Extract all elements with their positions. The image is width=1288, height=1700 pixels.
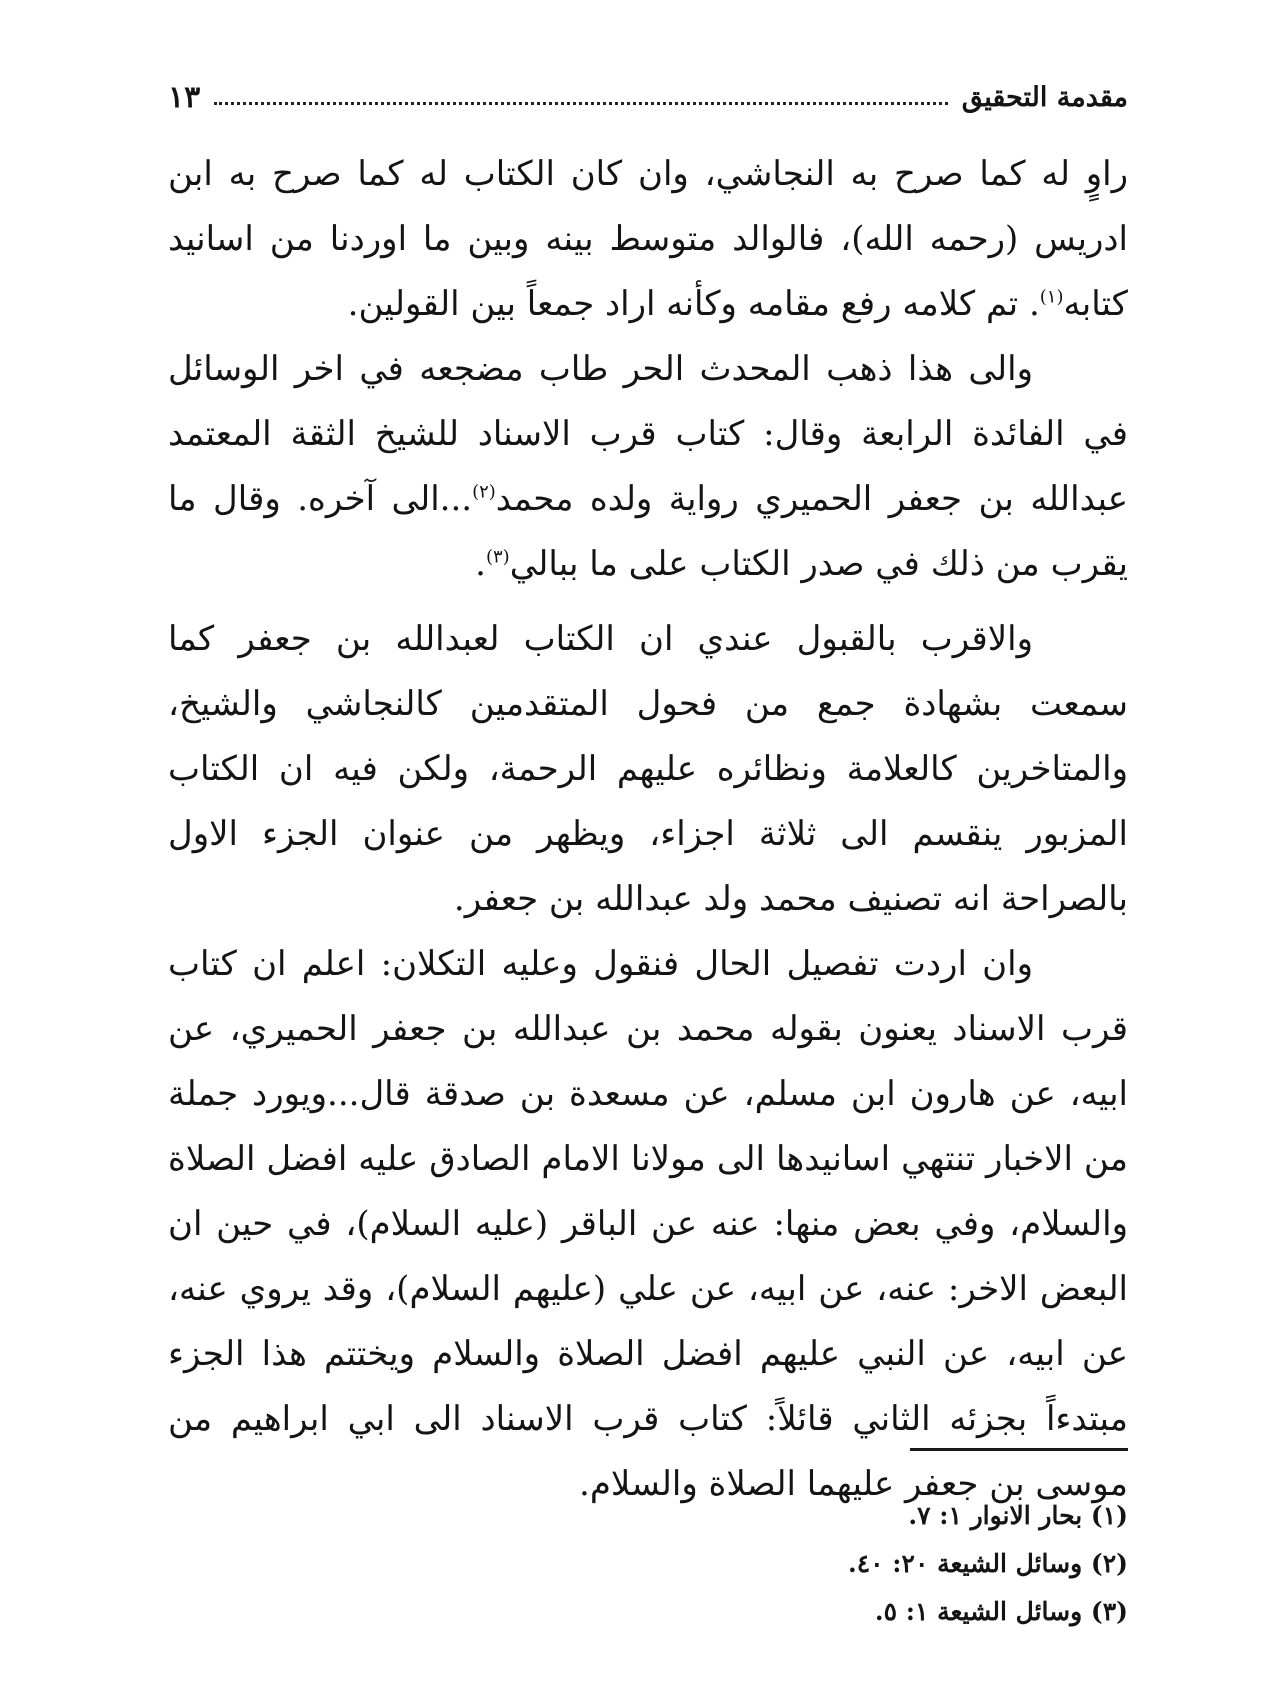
- footnotes: [600, 1492, 1128, 1636]
- page-number: ١٣: [168, 79, 201, 115]
- footnote-2: (٢) وسائل الشيعة ٢٠: ٤٠.: [848, 1549, 1128, 1578]
- paragraph-text: راوٍ له كما صرح به النجاشي، وان كان الكتاب له كما صرح به ابن ادريس (رحمه الله)، فالوالد متوسط بينه وبين ما اوردنا من اسانيد كتابه: [168, 154, 1128, 324]
- paragraph-2: [168, 337, 1128, 597]
- paragraph-text: . تم كلامه رفع مقامه وكأنه اراد جمعاً بين القولين.: [347, 284, 1040, 324]
- main-text: [168, 142, 1128, 1517]
- paragraph-text: .: [475, 544, 486, 584]
- paragraph-text: ...الى آخره. وقال ما يقرب من ذلك في صدر الكتاب على ما ببالي: [168, 479, 1128, 584]
- footnote-ref-1: (١): [1039, 286, 1064, 308]
- leader-dots: [214, 102, 948, 105]
- footnote-1: (١) بحار الانوار ١: ٧.: [908, 1501, 1128, 1530]
- footnote-3: (٣) وسائل الشيعة ١: ٥.: [874, 1597, 1128, 1626]
- paragraph-1: [168, 142, 1128, 337]
- paragraph-4: وان اردت تفصيل الحال فنقول وعليه التكلان: اعلم ان كتاب قرب الاسناد يعنون بقوله محمد بن عبدالله بن جعفر الحميري، عن ابيه، عن هارون ابن مسلم، عن مسعدة بن صدقة قال...ويورد جملة من الاخبار تنتهي اسانيدها الى مولانا الامام الصادق عليه افضل الصلاة والسلام، وفي بعض منها: عنه عن الباقر (عليه السلام)، في حين ان البعض الاخر: عنه، عن ابيه، عن علي (عليهم السلام)، وقد يروي عنه، عن ابيه، عن النبي عليهم افضل الصلاة والسلام ويختتم هذا الجزء مبتدءاً بجزئه الثاني قائلاً: كتاب قرب الاسناد الى ابي ابراهيم من موسى بن جعفر عليهما الصلاة والسلام.: [168, 944, 1128, 1504]
- paragraph-3: والاقرب بالقبول عندي ان الكتاب لعبدالله بن جعفر كما سمعت بشهادة جمع من فحول المتقدمين كالنجاشي والشيخ، والمتاخرين كالعلامة ونظائره عليهم الرحمة، ولكن فيه ان الكتاب المزبور ينقسم الى ثلاثة اجزاء، ويظهر من عنوان الجزء الاول بالصراحة انه تصنيف محمد ولد عبدالله بن جعفر.: [168, 619, 1128, 919]
- running-header: [168, 72, 1128, 122]
- footnote-separator: [910, 1448, 1128, 1451]
- footnote-ref-3: (٣): [485, 546, 510, 568]
- footnote-ref-2: (٢): [472, 481, 496, 503]
- paragraph-text: والى هذا ذهب المحدث الحر طاب مضجعه في اخر الوسائل في الفائدة الرابعة وقال: كتاب قرب الاسناد للشيخ الثقة المعتمد عبدالله بن جعفر الحميري رواية ولده محمد: [168, 349, 1129, 519]
- section-title: مقدمة التحقيق: [961, 81, 1128, 113]
- paragraph-gap: [168, 597, 1128, 607]
